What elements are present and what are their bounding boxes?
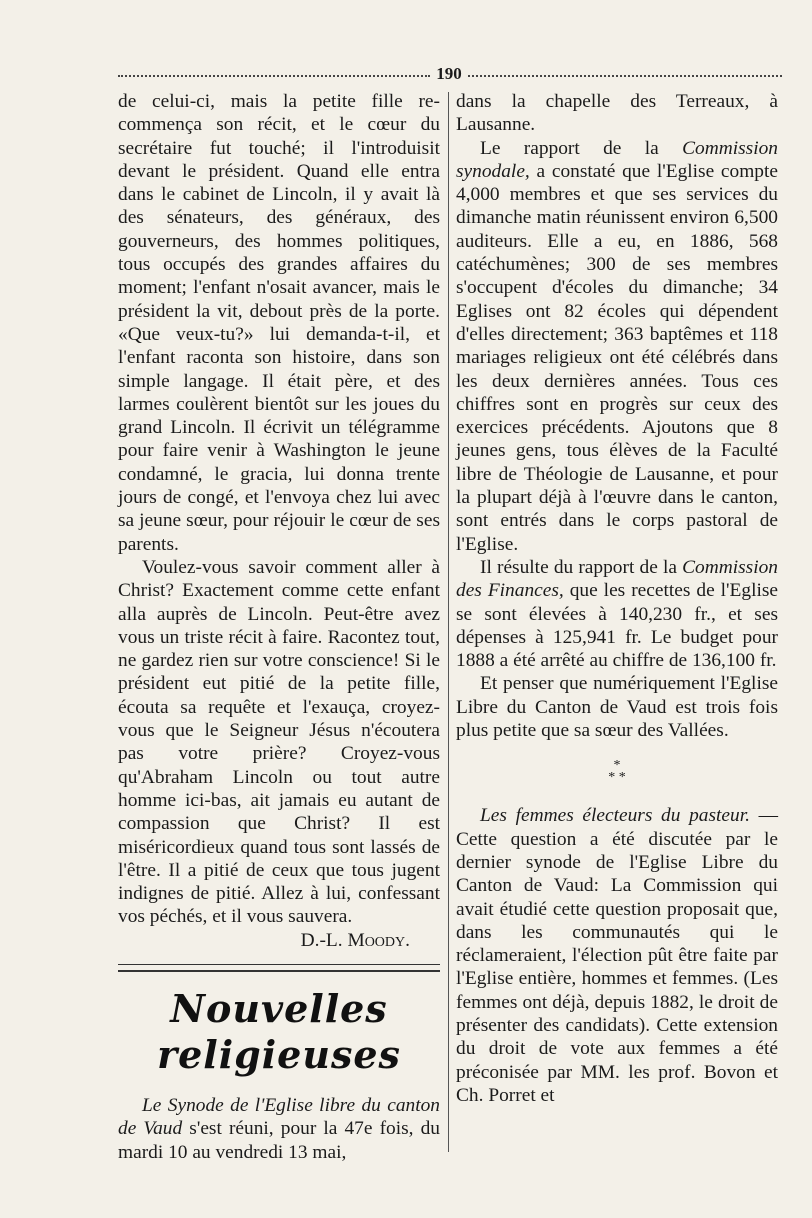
text-span: Le rapport de la [480, 137, 683, 159]
paragraph: dans la chapelle des Terreaux, à Lausanne. [456, 91, 778, 136]
text-span: a constaté que l'Eglise compte 4,000 membres et que ses services du dimanche matin réunissent environ 6,500 auditeurs. Elle a eu, en 1886, 568 catéchumènes; 300 de ses membres s'occupent d'écoles du dimanche; 34 Eglises ont 82 écoles qui dépendent d'elles directement; 363 baptêmes et 118 mariages religieux ont été célébrés dans les deux dernières années. Tous ces chiffres sont en progrès sur ceux des exercices précédents. Ajoutons que 8 jeunes gens, tous élèves de la Faculté libre de Théologie de Lausanne, et pour la plupart déjà à l'œuvre dans le canton, sont entrés dans le corps pastoral de l'Eglise. [456, 160, 778, 555]
right-column [456, 90, 778, 1107]
paragraph: de celui-ci, mais la petite fille re-commença son récit, et le cœur du secrétaire fut touché; il l'introduisit devant le président. Quand elle entra dans le cabinet de Lincoln, il y avait là des sénateurs, des généraux, des gouverneurs, des hommes politiques, tous occupés des grandes affaires du moment; l'enfant n'osait avancer, mais le président la vit, debout près de la porte. «Que veux-tu?» lui demanda-t-il, et l'enfant raconta son histoire, dans son simple langage. Il était père, et des larmes coulèrent bientôt sur les joues du grand Lincoln. Il écrivit un télégramme pour faire venir à Washington le jeune condamné, le gracia, lui donna trente jours de congé, et l'envoya chez lui avec sa jeune sœur, pour réjouir le cœur de ses parents. [118, 91, 440, 555]
signature: D.-L. Moody. [300, 929, 410, 951]
synod-rest: s'est réuni, pour la 47e fois, du mardi 10 au vendredi 13 mai, [118, 1118, 440, 1163]
paragraph [456, 137, 778, 556]
left-column [118, 90, 440, 1164]
paragraph: Voulez-vous savoir comment aller à Christ? Exactement comme cette enfant alla auprès de Lincoln. Peut-être avez vous un triste récit à faire. Racontez tout, ne gardez rien sur votre conscience! Si le président eut pitié de la petite fille, écouta sa requête et l'exauça, croyez-vous que le Seigneur Jésus n'écoutera pas votre prière? Croyez-vous qu'Abraham Lincoln ou tout autre homme ici-bas, ait jamais eu autant de compassion que Christ? Il est miséricordieux quand tous sont lassés de l'être. Il a pitié de ceux que tous jugent indignes de pitié. Allez à lui, confessant vos péchés, et il vous sauvera. [118, 556, 440, 928]
asterism: * * * [608, 758, 626, 786]
synod-lead: Le Synode de l'Eglise libre du canton de Vaud [118, 1094, 440, 1140]
header-rule-left [118, 75, 430, 77]
paragraph: Et penser que numériquement l'Eglise Libre du Canton de Vaud est trois fois plus petite que sa sœur des Vallées. [456, 673, 778, 742]
commission-synodale: Commission synodale, [456, 137, 778, 182]
text-span: Il résulte du rapport de la [480, 556, 683, 578]
text-span: que les recettes de l'Eglise se sont élevées à 140,230 fr., et ses dépenses à 125,941 fr. Le budget pour 1888 a été arrêté au chiffre de 136,100 fr. [456, 580, 778, 672]
column-divider [448, 92, 449, 1152]
page-number: 190 [436, 64, 462, 83]
paragraph [118, 1094, 440, 1164]
section-divider [118, 964, 440, 972]
paragraph [456, 804, 778, 1107]
commission-finances: Commission des Finances, [456, 556, 778, 602]
header-rule-right [468, 75, 782, 77]
text-span: — Cette question a été discutée par le dernier synode de l'Eglise Libre du Canton de Vaud: La Commission qui avait étudié cette question proposait que, dans les communautés qui le réclameraient, l'élection pût être faite par l'Eglise entière, hommes et femmes. (Les femmes ont déjà, depuis 1882, le droit de présenter des candidats). Cette extension du droit de vote aux femmes a été préconisée par MM. les prof. Bovon et Ch. Porret et [456, 805, 778, 1106]
paragraph [456, 556, 778, 672]
section-title: Nouvelles religieuses [157, 985, 401, 1077]
page-header [118, 64, 782, 84]
article-title: Les femmes électeurs du pasteur. [480, 805, 750, 827]
